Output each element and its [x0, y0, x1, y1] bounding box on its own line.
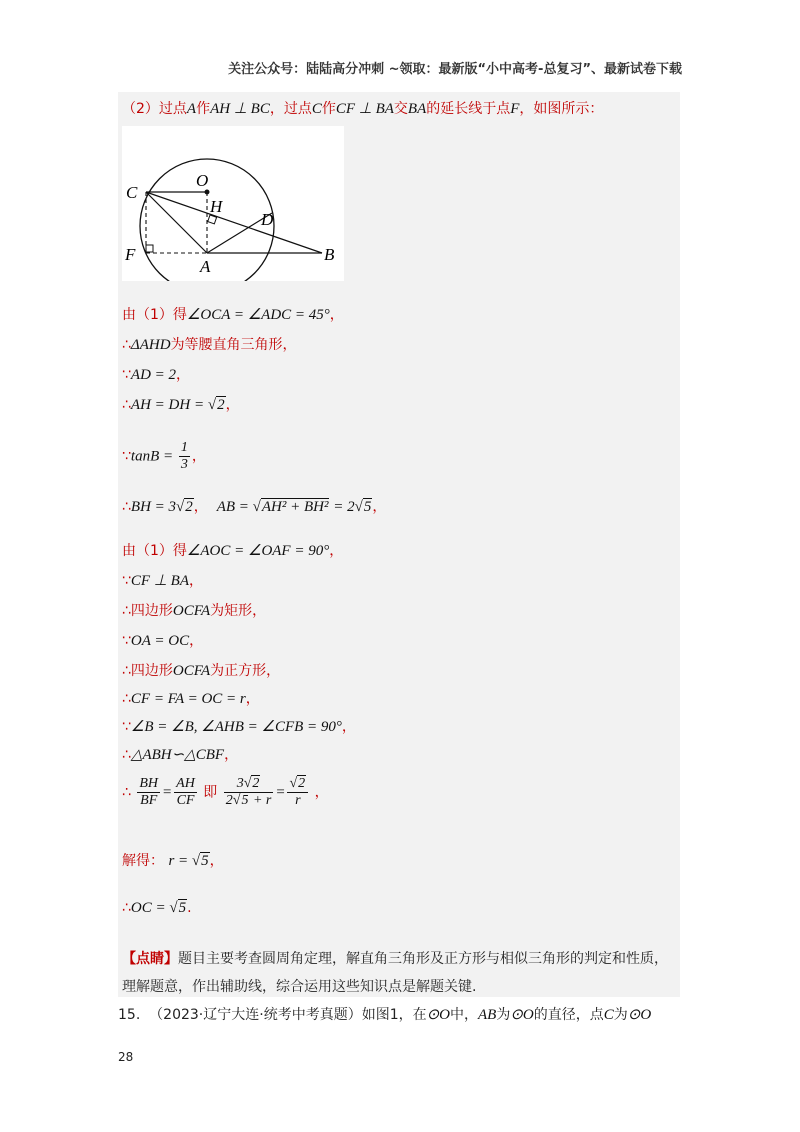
step-text: ∴ — [122, 900, 131, 916]
sqrt-value: 5 — [363, 499, 372, 515]
step-text: ∴ — [122, 499, 131, 515]
label-h: H — [210, 197, 223, 216]
segment-cb — [146, 192, 322, 253]
step-text: ， — [314, 784, 329, 801]
page-header: 关注公众号：陆陆高分冲刺 ~领取：最新版“小中高考-总复习”、最新试卷下载 — [228, 62, 682, 77]
step-math: ∠OCA = ∠ADC = 45° — [186, 307, 330, 323]
step-math: OA = OC — [130, 633, 190, 649]
step-13 — [122, 716, 356, 736]
step-6: ∴BH = 3√2， AB = √AH² + BH² = 2√5， — [122, 499, 387, 515]
math-c: C — [311, 101, 322, 117]
math-circle-o: ⊙O — [426, 1007, 451, 1023]
circle-diagram — [122, 126, 344, 281]
step-math: OCFA — [172, 663, 211, 679]
sqrt-value: 2 — [185, 499, 193, 515]
intro-text: 的延长线于点 — [426, 101, 511, 117]
intro-text: 作 — [196, 101, 211, 117]
math-a: A — [186, 101, 197, 117]
step-text: ， — [189, 633, 204, 649]
question-text: 为 — [496, 1007, 511, 1023]
step-math: tanB = — [130, 448, 177, 465]
step-16: 解得： r = √5， — [122, 853, 224, 869]
fraction: $\frac{√2}{r}$ — [287, 776, 308, 809]
segment-ca — [146, 192, 207, 253]
math-c: C — [603, 1007, 614, 1023]
step-text: ∴ — [122, 747, 131, 763]
step-text: ∴ — [122, 784, 131, 801]
sqrt-value: 5 — [241, 793, 249, 808]
step-text: ， — [191, 448, 206, 465]
solution-block — [118, 92, 680, 997]
step-math: BH = 3 — [130, 499, 177, 515]
next-question — [118, 1004, 651, 1024]
math-circle-o: ⊙O — [627, 1007, 652, 1023]
comment-line-2 — [122, 976, 476, 996]
step-text: ， — [188, 573, 203, 589]
step-4: ∴AH = DH = √2， — [122, 397, 240, 413]
sqrt-value: AH² + BH² — [261, 499, 329, 515]
label-f: F — [125, 245, 136, 264]
fraction-den: 2 — [225, 793, 233, 808]
step-math: r = — [168, 853, 192, 869]
math-circle-o: ⊙O — [510, 1007, 534, 1023]
intro-text: ，过点 — [269, 101, 312, 117]
math-cf-perp-ba: CF ⊥ BA — [335, 101, 394, 117]
sqrt-value: 5 — [201, 853, 209, 869]
step-text: ， — [209, 853, 224, 869]
math-f: F — [510, 101, 520, 117]
step-text: 由（1）得 — [122, 307, 187, 323]
step-text: 为等腰直角三角形， — [170, 337, 297, 353]
question-number: 15. — [118, 1007, 141, 1023]
step-5 — [122, 440, 206, 473]
math-ba: BA — [407, 101, 427, 117]
step-text: ， — [245, 691, 260, 707]
comment-text: 理解题意，作出辅助线，综合运用这些知识点是解题关键. — [122, 979, 477, 995]
intro-text: 作 — [321, 101, 336, 117]
step-math: AD = 2 — [130, 367, 177, 383]
sqrt-value: 2 — [298, 776, 306, 791]
step-text: ∴四边形 — [122, 603, 173, 619]
geometry-figure — [122, 126, 344, 281]
step-math: AH = DH = — [130, 397, 208, 413]
right-angle-f — [146, 245, 153, 252]
intro-text: （2）过点 — [122, 101, 187, 117]
question-text: 的直径，点 — [533, 1007, 604, 1023]
step-14 — [122, 744, 238, 764]
step-text: ， — [329, 307, 344, 323]
step-text: ∵ — [122, 719, 131, 735]
label-b: B — [324, 245, 335, 264]
fraction — [137, 776, 160, 809]
step-text: ∵ — [122, 448, 131, 465]
question-text: 中， — [450, 1007, 479, 1023]
step-text: ∴ — [122, 337, 131, 353]
step-8 — [122, 570, 203, 590]
fraction-num: AH — [176, 776, 195, 791]
step-10 — [122, 630, 203, 650]
step-15 — [122, 776, 329, 809]
step-text: ∵ — [122, 367, 131, 383]
step-text: 为正方形， — [210, 663, 281, 679]
step-math: OC = — [130, 900, 170, 916]
step-text: 为矩形， — [210, 603, 267, 619]
step-math: ΔAHD — [130, 337, 171, 353]
page-number: 28 — [118, 1050, 134, 1064]
fraction-num: 3 — [236, 776, 244, 791]
step-text: ∴四边形 — [122, 663, 173, 679]
intro-text: 交 — [393, 101, 408, 117]
sqrt-value: 2 — [252, 776, 260, 791]
step-math: AB = — [216, 499, 253, 515]
step-text: 由（1）得 — [122, 543, 187, 559]
comment-tag: 【点睛】 — [122, 951, 178, 967]
fraction-den: CF — [176, 793, 195, 808]
sqrt-value: 2 — [217, 397, 225, 413]
intro-text: ，如图所示： — [519, 101, 604, 117]
step-text: ， — [329, 543, 344, 559]
step-text: 即 — [203, 784, 218, 801]
fraction-num: 1 — [180, 440, 188, 455]
step-17: ∴OC = √5. — [122, 900, 192, 916]
step-math: CF = FA = OC = r — [130, 691, 246, 707]
sqrt-value: 5 — [178, 900, 187, 916]
step-1 — [122, 304, 344, 324]
label-a: A — [200, 257, 211, 276]
step-text: ∴ — [122, 691, 131, 707]
label-o: O — [196, 171, 209, 190]
label-c: C — [126, 183, 138, 202]
step-11 — [122, 660, 280, 680]
fraction-den: BF — [140, 793, 158, 808]
comment-text: 题目主要考查圆周角定理，解直角三角形及正方形与相似三角形的判定和性质， — [178, 951, 668, 967]
comment-line-1 — [122, 948, 668, 968]
step-12 — [122, 688, 260, 708]
step-9 — [122, 600, 266, 620]
center-dot — [205, 190, 210, 195]
math-ab: AB — [478, 1007, 497, 1023]
fraction-den: 3 — [180, 457, 188, 472]
step-text: ∵ — [122, 633, 131, 649]
step-7 — [122, 540, 343, 560]
right-angle-h — [208, 215, 217, 224]
equals: = — [275, 784, 286, 801]
step-text: ， — [341, 719, 356, 735]
step-math: = 2 — [329, 499, 355, 515]
step-text: 解得： — [122, 853, 164, 869]
step-text: . — [187, 900, 192, 916]
step-math: OCFA — [172, 603, 211, 619]
fraction — [179, 440, 190, 473]
math-ah-perp-bc: AH ⊥ BC — [210, 101, 270, 117]
label-d: D — [261, 210, 274, 229]
step-math: △ABH∽△CBF — [130, 747, 225, 763]
step-math: ∠B = ∠B, ∠AHB = ∠CFB = 90° — [130, 719, 342, 735]
step-text: ∴ — [122, 397, 131, 413]
step-3 — [122, 364, 190, 384]
step-math: ∠AOC = ∠OAF = 90° — [186, 543, 330, 559]
fraction-den: r — [295, 793, 301, 808]
fraction-num: BH — [139, 776, 159, 791]
step-text: ， — [176, 367, 191, 383]
step-text: ， — [224, 747, 239, 763]
question-text: （2023·辽宁大连·统考中考真题）如图1，在 — [149, 1007, 427, 1023]
step-text: ， — [372, 499, 387, 515]
step-text: ∵ — [122, 573, 131, 589]
step-text: ， — [193, 499, 208, 515]
fraction-den: + r — [249, 793, 272, 808]
fraction: $\frac{3√2}{2√5 + r}$ — [225, 776, 272, 808]
step-math: CF ⊥ BA — [130, 573, 189, 589]
equals: = — [162, 784, 173, 801]
step-text: ， — [225, 397, 240, 413]
question-text: 为 — [613, 1007, 628, 1023]
fraction — [174, 776, 197, 809]
step-2 — [122, 334, 297, 354]
intro-line — [122, 98, 603, 118]
